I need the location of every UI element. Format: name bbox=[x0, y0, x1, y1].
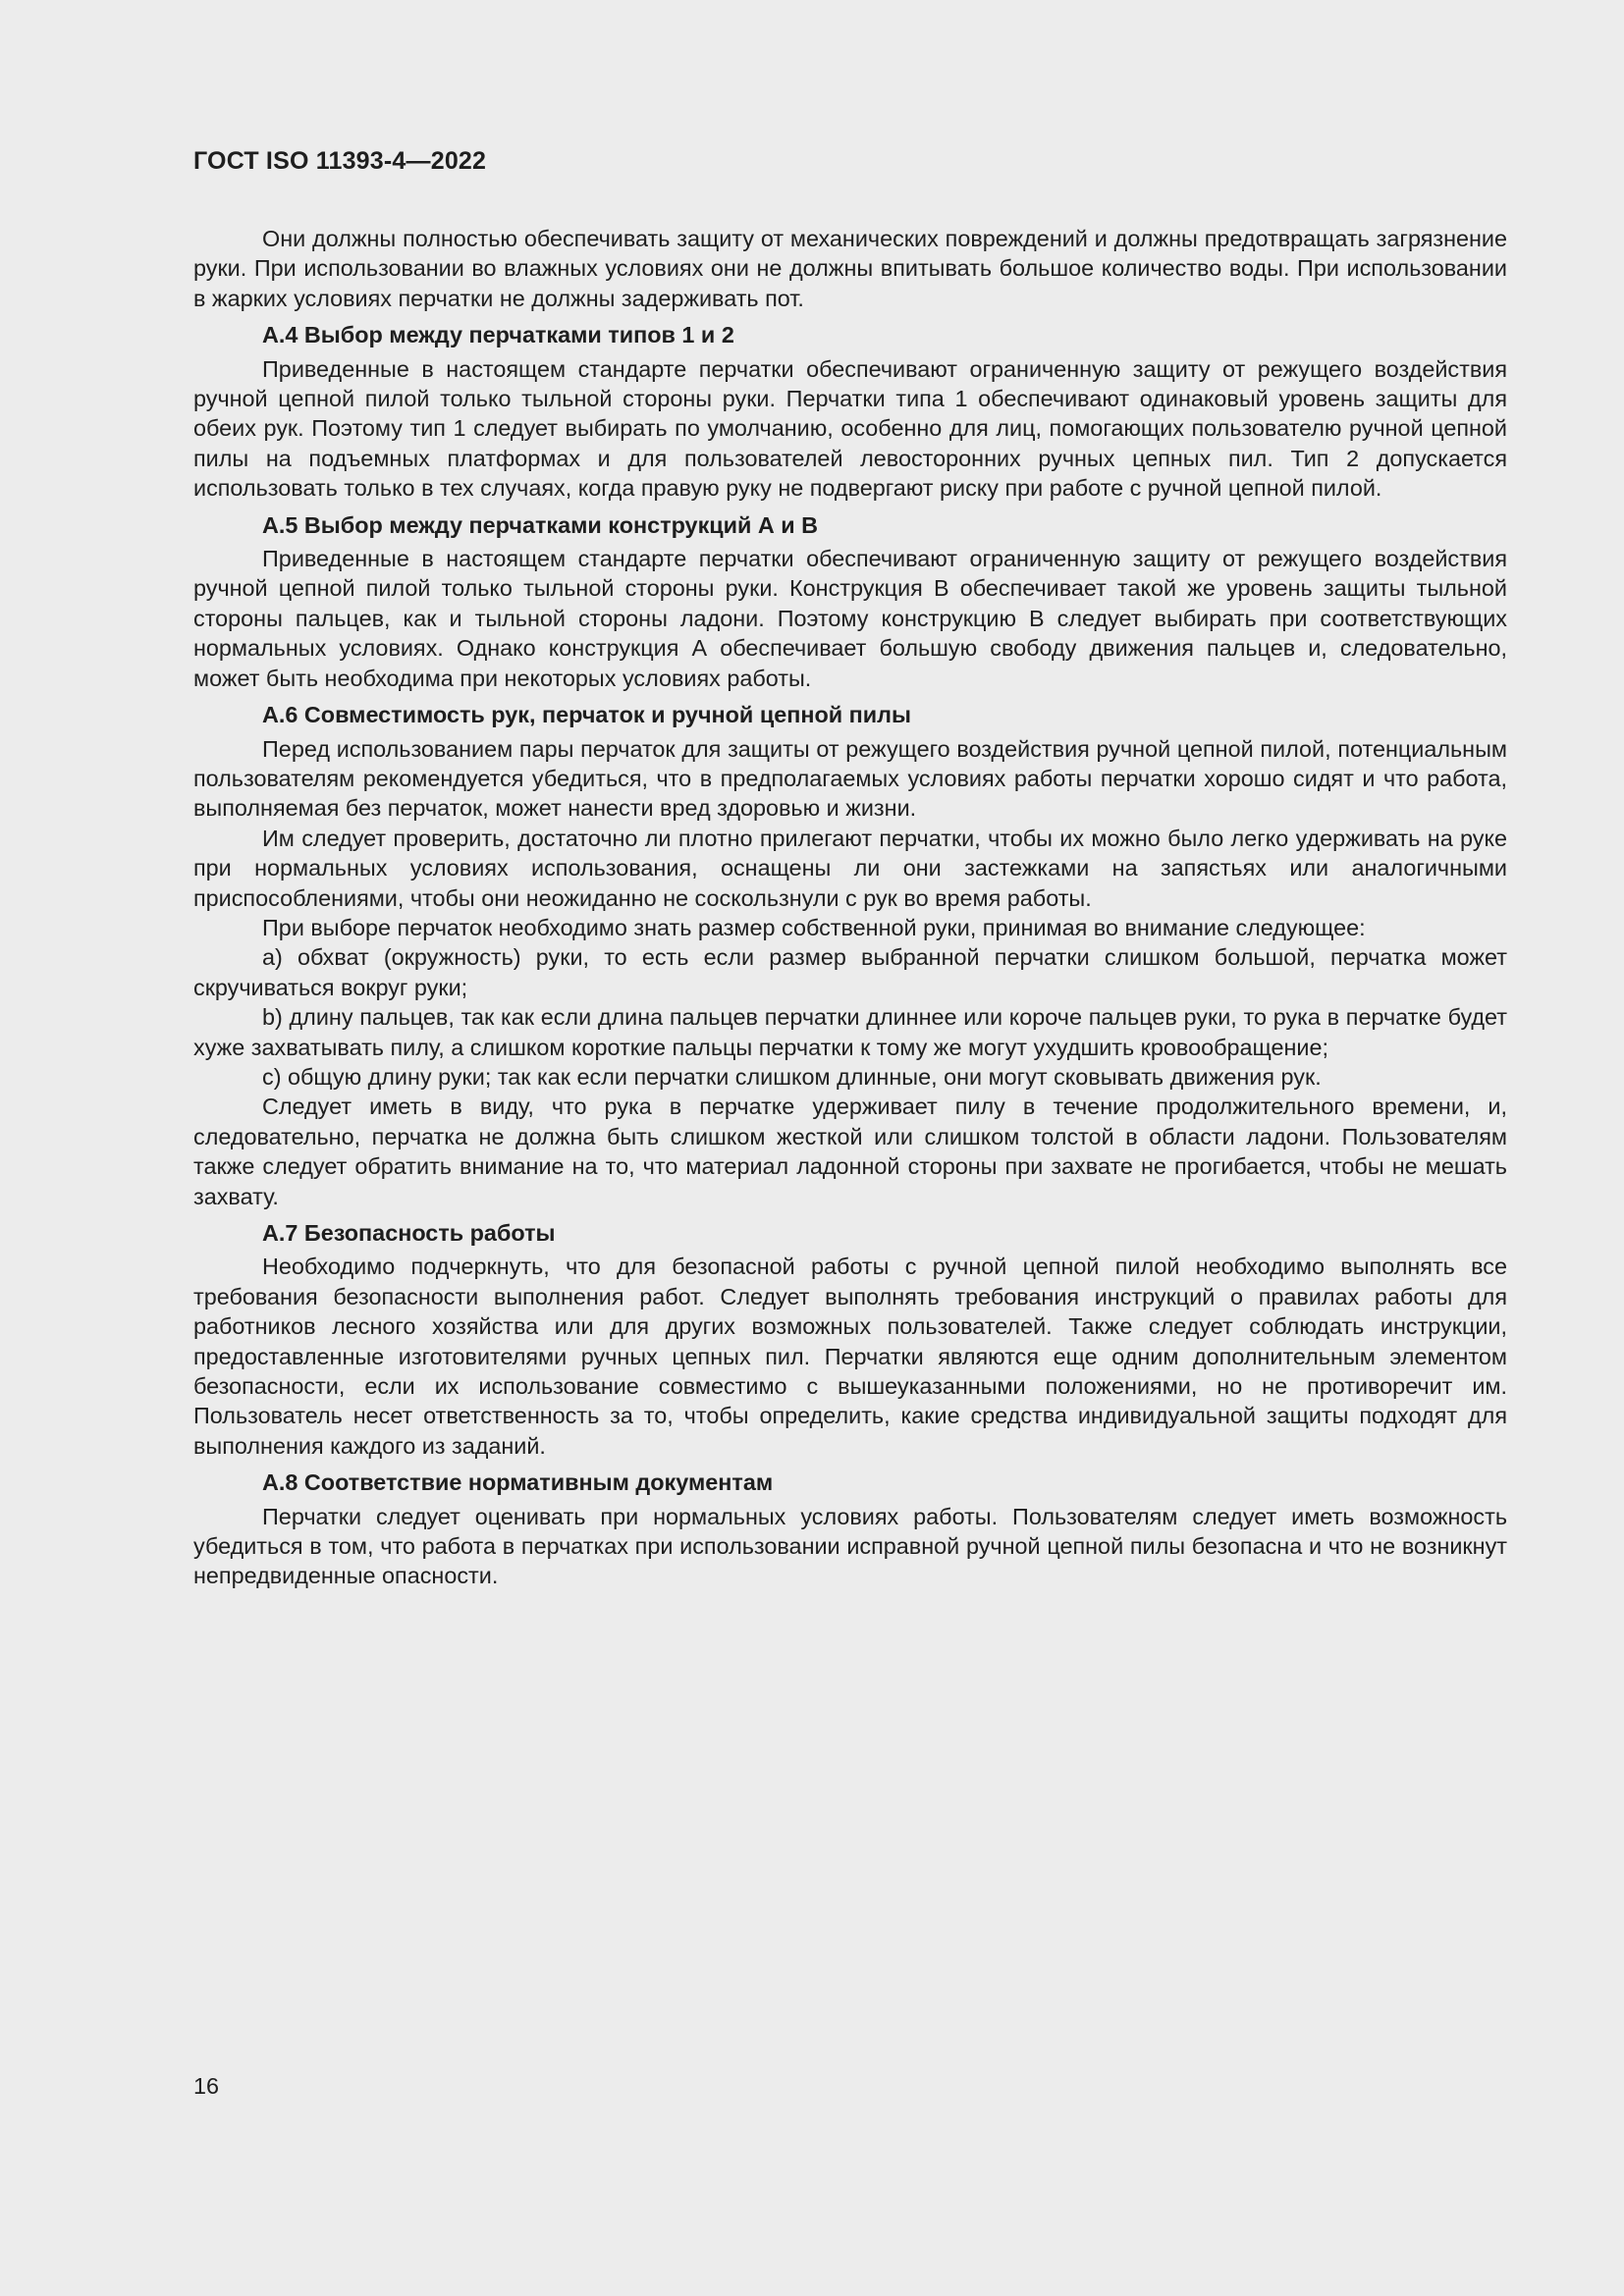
section-a6-paragraph: Им следует проверить, достаточно ли плотно прилегают перчатки, чтобы их можно было легко удерживать на руке при нормальных условиях использования, оснащены ли они застежками на запястьях или аналогичными приспособлениями, чтобы они неожиданно не соскользнули с рук во время работы. bbox=[193, 825, 1507, 911]
intro-paragraph: Они должны полностью обеспечивать защиту от механических повреждений и должны предотвращать загрязнение руки. При использовании во влажных условиях они не должны впитывать большое количество воды. При использовании в жарких условиях перчатки не должны задерживать пот. bbox=[193, 226, 1507, 311]
section-a6-list-item: c) общую длину руки; так как если перчатки слишком длинные, они могут сковывать движения рук. bbox=[262, 1063, 1322, 1090]
document-body bbox=[193, 224, 1507, 1591]
section-a4-heading: A.4 Выбор между перчатками типов 1 и 2 bbox=[262, 322, 734, 348]
section-a6-list-item: b) длину пальцев, так как если длина пальцев перчатки длиннее или короче пальцев руки, то рука в перчатке будет хуже захватывать пилу, а слишком короткие пальцы перчатки к тому же могут ухудшить кровообращение; bbox=[193, 1004, 1507, 1060]
document-header: ГОСТ ISO 11393-4—2022 bbox=[193, 147, 487, 175]
section-a6-list-item: a) обхват (окружность) руки, то есть если размер выбранной перчатки слишком большой, перчатка может скручиваться вокруг руки; bbox=[193, 944, 1507, 1000]
section-a5-paragraph: Приведенные в настоящем стандарте перчатки обеспечивают ограниченную защиту от режущего воздействия ручной цепной пилой только тыльной стороны руки. Конструкция В обеспечивает такой же уровень защиты тыльной стороны пальцев, как и тыльной стороны ладони. Поэтому конструкцию В следует выбирать при соответствующих нормальных условиях. Однако конструкция А обеспечивает большую свободу движения пальцев и, следовательно, может быть необходима при некоторых условиях работы. bbox=[193, 546, 1507, 691]
section-a6-paragraph: Следует иметь в виду, что рука в перчатке удерживает пилу в течение продолжительного времени, и, следовательно, перчатка не должна быть слишком жесткой или слишком толстой в области ладони. Пользователям также следует обратить внимание на то, что материал ладонной стороны при захвате не прогибается, чтобы не мешать захвату. bbox=[193, 1094, 1507, 1209]
page-number: 16 bbox=[193, 2073, 220, 2099]
section-a5-heading: A.5 Выбор между перчатками конструкций А и В bbox=[262, 511, 819, 538]
section-a7-heading: A.7 Безопасность работы bbox=[262, 1220, 556, 1246]
section-a6-paragraph: При выборе перчаток необходимо знать размер собственной руки, принимая во внимание следующее: bbox=[262, 914, 1366, 940]
section-a8-heading: A.8 Соответствие нормативным документам bbox=[262, 1469, 774, 1496]
section-a6-paragraph: Перед использованием пары перчаток для защиты от режущего воздействия ручной цепной пилой, потенциальным пользователям рекомендуется убедиться, что в предполагаемых условиях работы перчатки хорошо сидят и что работа, выполняемая без перчаток, может нанести вред здоровью и жизни. bbox=[193, 735, 1507, 822]
section-a6-heading: A.6 Совместимость рук, перчаток и ручной цепной пилы bbox=[262, 702, 911, 728]
section-a7-paragraph: Необходимо подчеркнуть, что для безопасной работы с ручной цепной пилой необходимо выполнять все требования безопасности выполнения работ. Следует выполнять требования инструкций о правилах работы для работников лесного хозяйства или для других возможных пользователей. Также следует соблюдать инструкции, предоставленные изготовителями ручных цепных пил. Перчатки являются еще одним дополнительным элементом безопасности, если их использование совместимо с вышеуказанными положениями, но не противоречит им. Пользователь несет ответственность за то, чтобы определить, какие средства индивидуальной защиты подходят для выполнения каждого из заданий. bbox=[193, 1254, 1507, 1459]
section-a4-paragraph: Приведенные в настоящем стандарте перчатки обеспечивают ограниченную защиту от режущего воздействия ручной цепной пилой только тыльной стороны руки. Перчатки типа 1 обеспечивают одинаковый уровень защиты для обеих рук. Поэтому тип 1 следует выбирать по умолчанию, особенно для лиц, помогающих пользователю ручной цепной пилы на подъемных платформах и для пользователей левосторонних ручных цепных пил. Тип 2 допускается использовать только в тех случаях, когда правую руку не подвергают риску при работе с ручной цепной пилой. bbox=[193, 355, 1507, 502]
section-a8-paragraph: Перчатки следует оценивать при нормальных условиях работы. Пользователям следует иметь возможность убедиться в том, что работа в перчатках при использовании исправной ручной цепной пилы безопасна и что не возникнут непредвиденные опасности. bbox=[193, 1503, 1507, 1589]
